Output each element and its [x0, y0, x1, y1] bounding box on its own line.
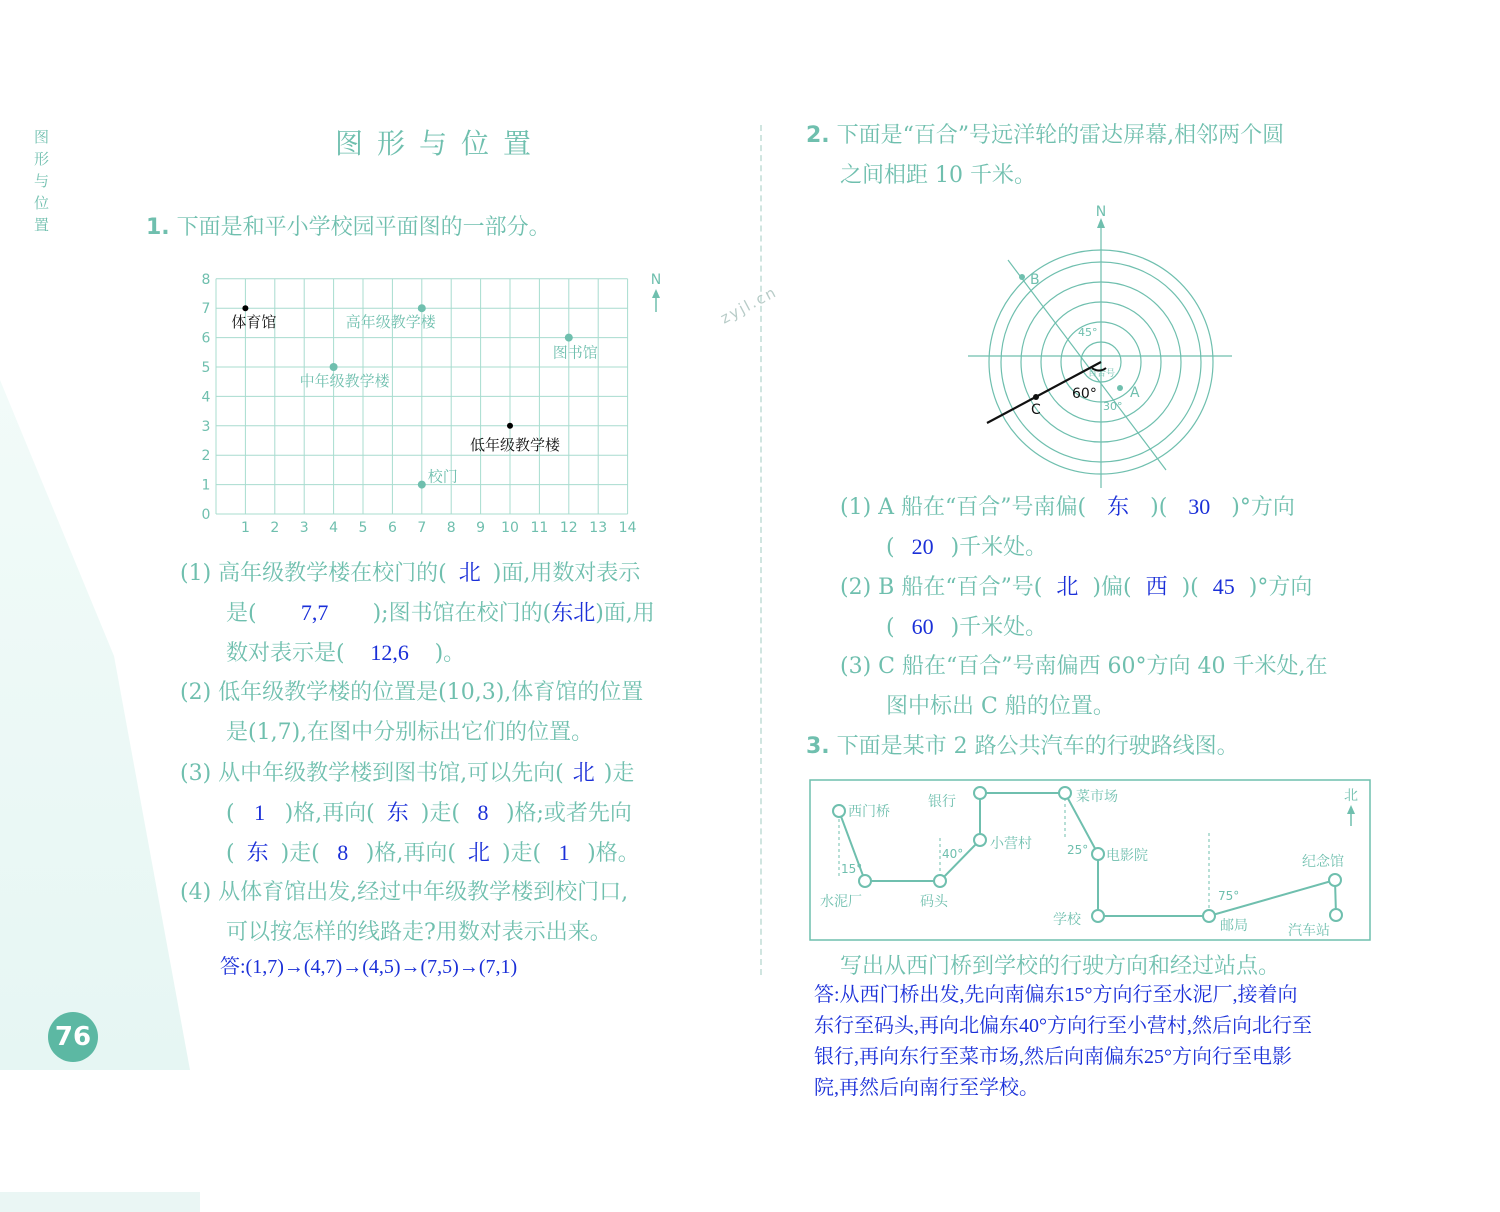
- stop-label: 西门桥: [848, 804, 890, 820]
- answer: 1: [558, 840, 570, 865]
- q1-part1-line1: [180, 553, 640, 594]
- page-number: 76: [48, 1012, 98, 1062]
- north-arrow-head: [652, 289, 660, 298]
- text: (: [226, 841, 235, 866]
- q1-part4-answer: 答:(1,7)→(4,7)→(4,5)→(7,5)→(7,1): [220, 956, 518, 978]
- text: )格,再向(: [284, 801, 375, 826]
- q2-part3-line2: 图中标出 C 船的位置。: [886, 694, 1115, 719]
- answer-line: 东行至码头,再向北偏东40°方向行至小营村,然后向北行至: [814, 1015, 1312, 1037]
- text: (: [226, 801, 235, 826]
- answer-line: 答:从西门桥出发,先向南偏东15°方向行至水泥厂,接着向: [814, 984, 1298, 1006]
- answer: 北: [458, 560, 481, 585]
- north-arrow: [651, 272, 661, 312]
- page-title: 图形与位置: [335, 127, 546, 160]
- answer-line: 银行,再向东行至菜市场,然后向南偏东25°方向行至电影: [814, 1046, 1292, 1068]
- y-tick-label: 5: [201, 360, 211, 376]
- point-label: 高年级教学楼: [345, 313, 436, 332]
- bottom-decoration: [0, 1192, 200, 1212]
- point-marker: [242, 305, 248, 311]
- y-tick-label: 3: [201, 418, 211, 435]
- point-label: 校门: [427, 467, 458, 486]
- stop-labels: [820, 788, 1344, 939]
- stop-label: 菜市场: [1076, 789, 1118, 805]
- text: )走(: [280, 841, 320, 866]
- text: )走(: [501, 841, 542, 866]
- angle-label: 75°: [1218, 889, 1240, 903]
- center-label: 百合号: [1088, 369, 1116, 379]
- side-tab-char: 位: [34, 194, 50, 212]
- q2-text-line2: 之间相距 10 千米。: [840, 163, 1036, 188]
- text: )走: [603, 761, 635, 786]
- q2-number: 2.: [806, 123, 830, 148]
- campus-grid: [190, 262, 670, 547]
- text: (3) 从中年级教学楼到图书馆,可以先向(: [180, 761, 564, 786]
- stop-label: 小营村: [990, 836, 1032, 852]
- q2-part2-line2: [886, 607, 1047, 648]
- answer: 西: [1145, 574, 1168, 599]
- angle-45-label: 45°: [1078, 326, 1098, 339]
- radar-axes: [968, 220, 1232, 488]
- point-marker: [418, 304, 426, 312]
- stop-label: 水泥厂: [820, 894, 862, 910]
- q3-heading: [806, 727, 1239, 767]
- q1-part1-line3: [226, 633, 465, 674]
- q1-part3-line3: [226, 833, 640, 874]
- answer: 1: [254, 800, 266, 825]
- y-tick-label: 1: [201, 477, 211, 494]
- ship-a-dot: [1117, 385, 1123, 391]
- q1-part3-line1: [180, 753, 634, 794]
- angle-30-label: 30°: [1103, 400, 1123, 413]
- q2-part2-line1: [840, 567, 1312, 608]
- answer-line: 院,再然后向南行至学校。: [814, 1077, 1039, 1099]
- point-label: 图书馆: [552, 343, 598, 362]
- map-north-label: 北: [1344, 788, 1358, 804]
- text: )千米处。: [950, 535, 1048, 560]
- q2-part3-line1: (3) C 船在“百合”号南偏西 60°方向 40 千米处,在: [840, 654, 1328, 679]
- text: (1) A 船在“百合”号南偏(: [840, 495, 1087, 520]
- text: (: [886, 535, 895, 560]
- x-tick-label: 10: [501, 520, 519, 536]
- x-tick-label: 2: [270, 520, 280, 536]
- text: )格,再向(: [365, 841, 456, 866]
- q2-heading: [806, 116, 1284, 156]
- text: )走(: [420, 801, 460, 826]
- angle-label: 25°: [1067, 843, 1089, 857]
- text: 数对表示是(: [226, 641, 345, 666]
- side-tab-char: 图: [34, 128, 50, 146]
- text: )千米处。: [950, 615, 1048, 640]
- guide-lines: [839, 798, 1209, 913]
- text: (2) B 船在“百合”号(: [840, 575, 1043, 600]
- answer: 7,7: [300, 600, 329, 625]
- answer: 60: [911, 614, 934, 639]
- grid-ticks: [202, 272, 637, 536]
- answer: 北: [572, 760, 595, 785]
- ship-c-dot: [1033, 394, 1039, 400]
- x-tick-label: 8: [446, 520, 456, 536]
- text: )偏(: [1092, 575, 1132, 600]
- q3-number: 3.: [806, 734, 830, 759]
- text: )格。: [587, 841, 640, 866]
- x-tick-label: 5: [358, 520, 368, 536]
- x-tick-label: 12: [559, 520, 578, 536]
- x-tick-label: 9: [476, 520, 486, 536]
- stop-label: 汽车站: [1288, 923, 1330, 939]
- q1-part2-line1: (2) 低年级教学楼的位置是(10,3),体育馆的位置: [180, 680, 644, 705]
- watermark: zyjl.cn: [717, 282, 781, 328]
- q1-text: 下面是和平小学校园平面图的一部分。: [176, 215, 551, 240]
- corner-decoration: [0, 380, 190, 1070]
- answer: 12,6: [370, 640, 409, 665]
- text: )°方向: [1248, 575, 1313, 600]
- side-tab: [34, 126, 52, 236]
- text: )(: [1181, 575, 1199, 600]
- answer: 东: [386, 800, 409, 825]
- answer: 东: [246, 840, 269, 865]
- point-label: 低年级教学楼: [470, 435, 561, 454]
- x-tick-label: 3: [299, 520, 309, 536]
- ship-a-label: A: [1130, 385, 1140, 401]
- text: )格;或者先向: [505, 801, 632, 826]
- ship-c-label: C: [1031, 402, 1041, 418]
- point-label: 体育馆: [231, 313, 277, 332]
- text: )(: [1150, 495, 1168, 520]
- q2-text-line1: 下面是“百合”号远洋轮的雷达屏幕,相邻两个圆: [836, 123, 1285, 148]
- q1-part3-line2: [226, 793, 632, 834]
- column-divider: [760, 125, 762, 975]
- point-marker: [565, 334, 573, 342]
- q1-heading: [146, 208, 551, 248]
- x-tick-label: 13: [589, 520, 608, 536]
- stop-label: 银行: [928, 794, 956, 810]
- stop-label: 纪念馆: [1302, 854, 1344, 870]
- point-marker: [330, 363, 338, 371]
- answer: 30: [1188, 494, 1211, 519]
- y-tick-label: 7: [201, 301, 211, 318]
- north-label: N: [650, 272, 662, 288]
- q2-part1-line1: [840, 487, 1295, 528]
- text: )面,用数对表示: [492, 561, 641, 586]
- origin-label: 0: [201, 507, 211, 523]
- ship-b-dot: [1019, 274, 1025, 280]
- stop-label: 码头: [920, 894, 948, 910]
- text: )面,用: [595, 601, 655, 626]
- answer: 东北: [551, 600, 596, 625]
- q1-part4-line2: 可以按怎样的线路走?用数对表示出来。: [226, 920, 612, 945]
- x-tick-label: 1: [240, 520, 250, 536]
- y-tick-label: 4: [201, 389, 211, 406]
- q3-answer: [814, 980, 1312, 1104]
- text: (: [886, 615, 895, 640]
- x-tick-label: 7: [417, 520, 427, 536]
- answer: 北: [467, 840, 490, 865]
- angle-60-label: 60°: [1072, 386, 1097, 402]
- radar-screen: [960, 200, 1250, 490]
- radar-north-label: N: [1095, 204, 1107, 220]
- point-label: 中年级教学楼: [299, 372, 390, 390]
- q1-part1-line2: [226, 593, 655, 634]
- text: );图书馆在校门的(: [372, 601, 552, 626]
- q2-part1-line2: [886, 527, 1047, 568]
- bus-route-map: [808, 778, 1374, 944]
- x-tick-label: 14: [618, 520, 637, 536]
- y-tick-label: 6: [201, 330, 211, 347]
- x-tick-label: 6: [387, 520, 397, 536]
- answer: 8: [477, 800, 489, 825]
- text: (1) 高年级教学楼在校门的(: [180, 561, 447, 586]
- q1-number: 1.: [146, 215, 170, 240]
- ship-b-label: B: [1030, 272, 1040, 288]
- side-tab-char: 形: [34, 150, 50, 168]
- answer: 45: [1212, 574, 1235, 599]
- text: 是(: [226, 601, 257, 626]
- answer: 8: [337, 840, 349, 865]
- map-north-arrow-head: [1347, 805, 1355, 814]
- x-tick-label: 4: [329, 520, 339, 536]
- answer: 20: [911, 534, 934, 559]
- text: )。: [434, 641, 466, 666]
- side-tab-char: 与: [34, 172, 50, 190]
- y-tick-label: 2: [201, 448, 211, 465]
- angle-label: 15°: [841, 862, 863, 876]
- answer: 东: [1107, 494, 1130, 519]
- q1-part2-line2: 是(1,7),在图中分别标出它们的位置。: [226, 720, 594, 745]
- q1-part4-line1: (4) 从体育馆出发,经过中年级教学楼到校门口,: [180, 880, 629, 905]
- q3-text: 下面是某市 2 路公共汽车的行驶路线图。: [836, 734, 1239, 759]
- stop-label: 电影院: [1106, 848, 1148, 864]
- stop-label: 学校: [1053, 912, 1081, 928]
- x-tick-label: 11: [530, 520, 549, 536]
- angle-labels: [841, 843, 1239, 903]
- point-marker: [507, 423, 513, 429]
- stop-label: 邮局: [1220, 918, 1248, 934]
- answer: 北: [1056, 574, 1079, 599]
- y-tick-label: 8: [201, 271, 211, 288]
- side-tab-char: 置: [34, 216, 50, 234]
- point-marker: [418, 481, 426, 489]
- q3-prompt: 写出从西门桥到学校的行驶方向和经过站点。: [840, 954, 1281, 979]
- angle-label: 40°: [942, 847, 964, 861]
- text: )°方向: [1231, 495, 1295, 520]
